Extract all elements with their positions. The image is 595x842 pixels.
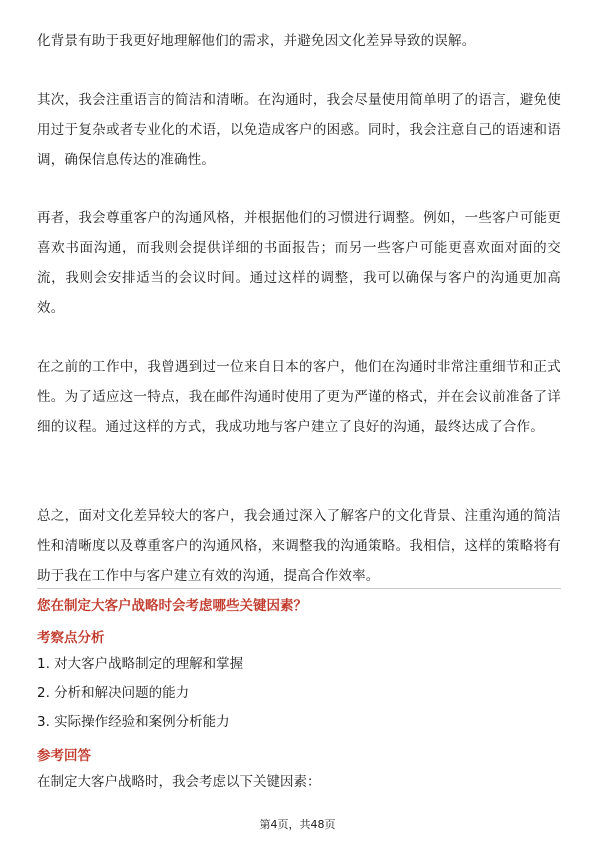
body-paragraph: 化背景有助于我更好地理解他们的需求，并避免因文化差异导致的误解。 (37, 33, 476, 49)
answer-intro: 在制定大客户战略时，我会考虑以下关键因素： (37, 774, 321, 790)
analysis-point: 3. 实际操作经验和案例分析能力 (37, 714, 230, 730)
body-paragraph: 在之前的工作中，我曾遇到过一位来自日本的客户，他们在沟通时非常注重细节和正式性。为了适应这一特点，我在邮件沟通时使用了更为严谨的格式，并在会议前准备了详细的议程。通过这样的方式，我成功地与客户建立了良好的沟通，最终达成了合作。 (37, 359, 561, 435)
page-number: 第4页，共48页 (259, 818, 336, 831)
analysis-point: 2. 分析和解决问题的能力 (37, 685, 190, 701)
answer-heading: 参考回答 (37, 748, 91, 764)
body-paragraph: 总之，面对文化差异较大的客户，我会通过深入了解客户的文化背景、注重沟通的简洁性和清晰度以及尊重客户的沟通风格，来调整我的沟通策略。我相信，这样的策略将有助于我在工作中与客户建立有效的沟通，提高合作效率。 (37, 508, 561, 584)
body-paragraph: 其次，我会注重语言的简洁和清晰。在沟通时，我会尽量使用简单明了的语言，避免使用过于复杂或者专业化的术语，以免造成客户的困惑。同时，我会注意自己的语速和语调，确保信息传达的准确性。 (37, 92, 561, 168)
section-divider (37, 588, 561, 589)
question-heading: 您在制定大客户战略时会考虑哪些关键因素？ (37, 598, 307, 614)
body-paragraph: 再者，我会尊重客户的沟通风格，并根据他们的习惯进行调整。例如，一些客户可能更喜欢书面沟通，而我则会提供详细的书面报告；而另一些客户可能更喜欢面对面的交流，我则会安排适当的会议时间。通过这样的调整，我可以确保与客户的沟通更加高效。 (37, 210, 561, 316)
analysis-heading: 考察点分析 (37, 630, 105, 646)
analysis-point: 1. 对大客户战略制定的理解和掌握 (37, 656, 244, 672)
